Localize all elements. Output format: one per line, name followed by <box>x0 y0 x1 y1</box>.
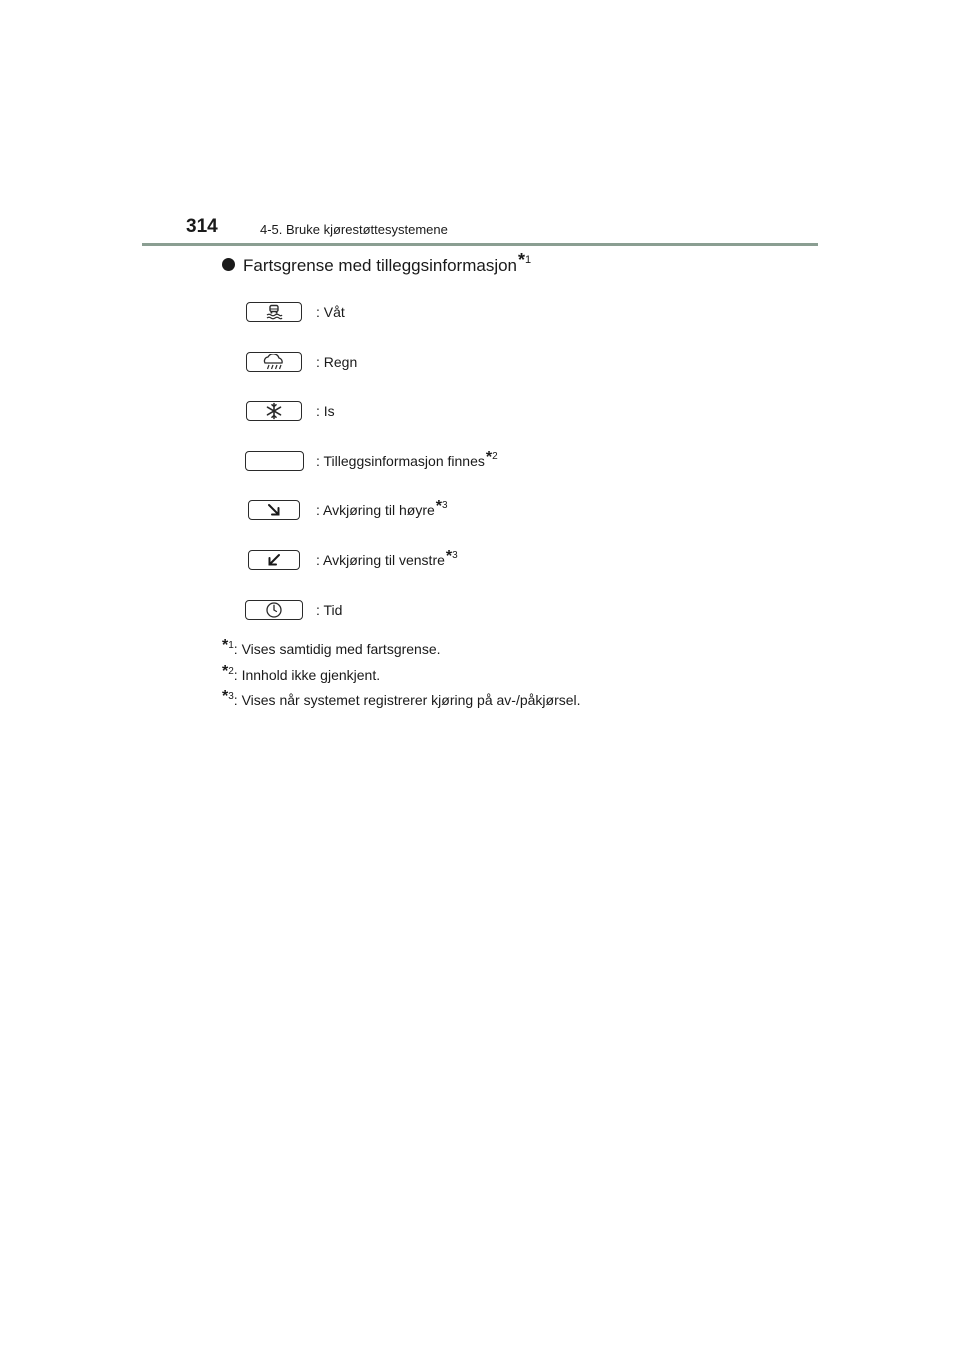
chapter-title: 4-5. Bruke kjørestøttesystemene <box>260 222 448 237</box>
header-divider <box>142 243 818 246</box>
clock-icon <box>245 600 303 620</box>
list-item-label <box>316 500 448 523</box>
heading-star: * <box>518 250 526 270</box>
footnote-star: * <box>485 449 493 466</box>
footnote-star: * <box>222 663 229 680</box>
list-item-label <box>316 451 498 474</box>
heading-text: Fartsgrense med tilleggsinformasjon <box>243 256 518 275</box>
footnote-star: * <box>435 498 443 515</box>
footnote-sup: 2 <box>492 451 498 462</box>
list-item-time <box>0 600 960 624</box>
footnote-2 <box>222 663 381 685</box>
footnote-text: : Vises samtidig med fartsgrense. <box>233 641 441 657</box>
footnote-sup: 1 <box>228 640 234 651</box>
footnote-1 <box>222 637 441 659</box>
list-item-text: : Avkjøring til høyre <box>316 502 435 518</box>
section-heading <box>222 250 532 276</box>
list-item-text: : Avkjøring til venstre <box>316 552 445 568</box>
page-number: 314 <box>186 216 218 237</box>
wet-road-icon <box>246 302 302 322</box>
footnote-sup: 3 <box>228 691 234 702</box>
heading-sup: 1 <box>525 254 532 266</box>
list-item-exit-right <box>0 500 960 524</box>
list-item-label <box>316 550 458 573</box>
footnote-text: : Innhold ikke gjenkjent. <box>233 667 381 683</box>
list-item-label: : Regn <box>316 354 358 370</box>
blank-plate-icon <box>245 451 304 471</box>
arrow-down-right-icon <box>248 500 300 520</box>
list-item-exit-left <box>0 550 960 574</box>
list-item-ice <box>0 401 960 425</box>
list-item-wet <box>0 302 960 326</box>
footnote-text: : Vises når systemet registrerer kjøring på av-/påkjørsel. <box>233 692 581 708</box>
list-item-label: : Våt <box>316 304 345 320</box>
footnote-sup: 3 <box>442 500 448 511</box>
list-item-label: : Tid <box>316 602 343 618</box>
footnote-star: * <box>445 548 453 565</box>
list-item-additional-info <box>0 451 960 475</box>
footnote-sup: 3 <box>452 550 458 561</box>
rain-cloud-icon <box>246 352 302 372</box>
list-item-rain <box>0 352 960 376</box>
snowflake-icon <box>246 401 302 421</box>
footnote-star: * <box>222 637 229 654</box>
footnote-3 <box>222 688 581 710</box>
footnote-star: * <box>222 688 229 705</box>
footnote-sup: 2 <box>228 666 234 677</box>
bullet-icon <box>222 258 235 271</box>
list-item-text: : Tilleggsinformasjon finnes <box>316 453 485 469</box>
list-item-label: : Is <box>316 403 335 419</box>
arrow-down-left-icon <box>248 550 300 570</box>
